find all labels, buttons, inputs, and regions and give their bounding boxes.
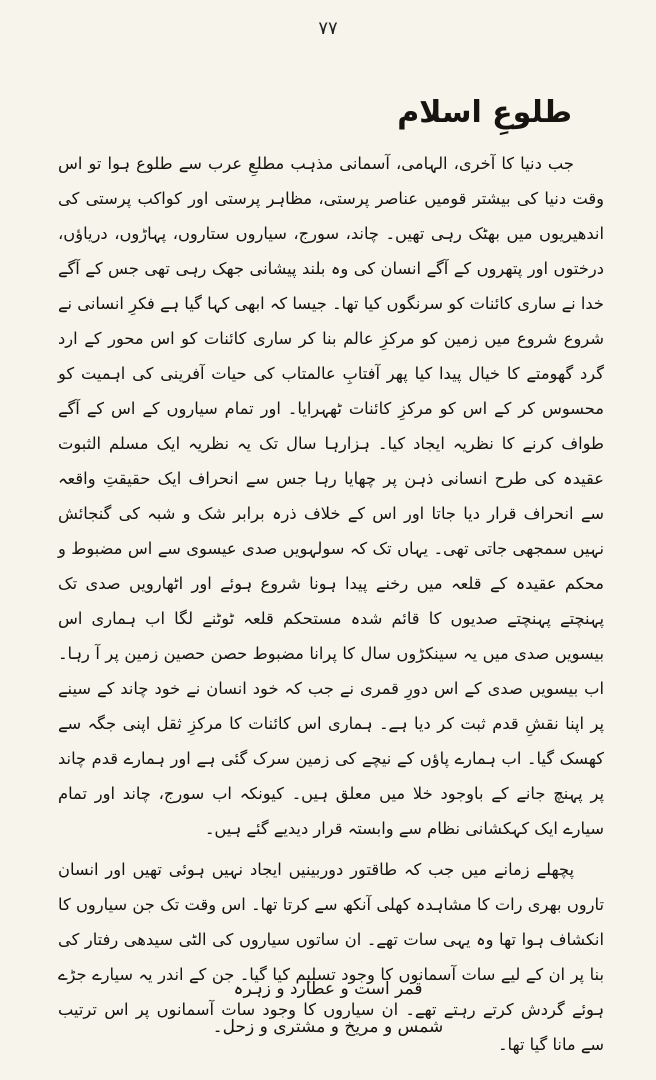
body-text <box>58 146 604 1062</box>
verse-line: شمس و مریخ و مشتری و زحل۔ <box>212 1017 444 1037</box>
paragraph: پچھلے زمانے میں جب کہ طاقتور دوربینیں ایجاد نہیں ہوئی تھیں اور انسان تاروں بھری رات کا مشاہدہ کھلی آنکھ سے کرتا تھا۔ اس وقت تک جن سیاروں کا انکشاف ہوا تھا وہ یہی سات تھے۔ ان ساتوں سیاروں کی الٹی سیدھی رفتار کی بنا پر ان کے لیے سات آسمانوں کا وجود تسلیم کیا گیا۔ جن کے اندر یہ سیارے جڑے ہوئے گردش کرتے رہتے تھے۔ ان سیاروں کا وجود سات آسمانوں پر اس ترتیب سے مانا گیا تھا۔ <box>58 860 604 1054</box>
chapter-title: طلوعِ اسلام <box>397 95 572 130</box>
verse-line: قمر است و عطارد و زہرہ <box>233 979 423 999</box>
page-number: ۷۷ <box>318 18 338 39</box>
paragraph: جب دنیا کا آخری، الہامی، آسمانی مذہب مطلعِ عرب سے طلوع ہوا تو اس وقت دنیا کی بیشتر قومیں عناصر پرستی، مظاہر پرستی اور کواکب پرستی کی اندھیریوں میں بھٹک رہی تھیں۔ چاند، سورج، سیاروں ستاروں، پہاڑوں، دریاؤں، درختوں اور پتھروں کے آگے انسان کی وہ بلند پیشانی جھک رہی تھی جس کے آگے خدا نے ساری کائنات کو سرنگوں کیا تھا۔ جیسا کہ ابھی کہا گیا ہے فکرِ انسانی نے شروع شروع میں زمین کو مرکزِ عالم بنا کر ساری کائنات کو اس محور کے ارد گرد گھومتے کا خیال پیدا کیا پھر آفتابِ عالمتاب کی حیات آفرینی کی اہمیت کو محسوس کر کے اس کو مرکزِ کائنات ٹھہرایا۔ اور تمام سیاروں کے اس کے آگے طواف کرنے کا نظریہ ایجاد کیا۔ ہزارہا سال تک یہ نظریہ ایک مسلم الثبوت عقیدہ کی طرح انسانی ذہن پر چھایا رہا جس سے انحراف ایک حقیقتِ واقعہ سے انحراف قرار دیا جاتا اور اس کے خلاف ذرہ برابر شک و شبہ کی گنجائش نہیں سمجھی جاتی تھی۔ یہاں تک کہ سولہویں صدی عیسوی سے اس مضبوط و محکم عقیدہ کے قلعہ میں رخنے پیدا ہونا شروع ہوئے اور اٹھارویں صدی تک پہنچتے پہنچتے صدیوں کا قائم شدہ مستحکم قلعہ ٹوٹنے لگا اب ہماری اس بیسویں صدی میں یہ سینکڑوں سال کا پرانا مضبوط حصن حصین زمین پر آ رہا۔ اب بیسویں صدی کے اس دورِ قمری نے جب کہ خود انسان نے خود چاند کے سینے پر اپنا نقشِ قدم ثبت کر دیا ہے۔ ہماری اس کائنات کا مرکزِ ثقل اپنی جگہ سے کھسک گیا۔ اب ہمارے پاؤں کے نیچے کی زمین سرک گئی ہے اور ہمارے قدم چاند پر پہنچ جانے کے باوجود خلا میں معلق ہیں۔ کیونکہ اب سورج، چاند اور تمام سیارے ایک کہکشانی نظام سے وابستہ قرار دیدیے گئے ہیں۔ <box>58 154 604 838</box>
